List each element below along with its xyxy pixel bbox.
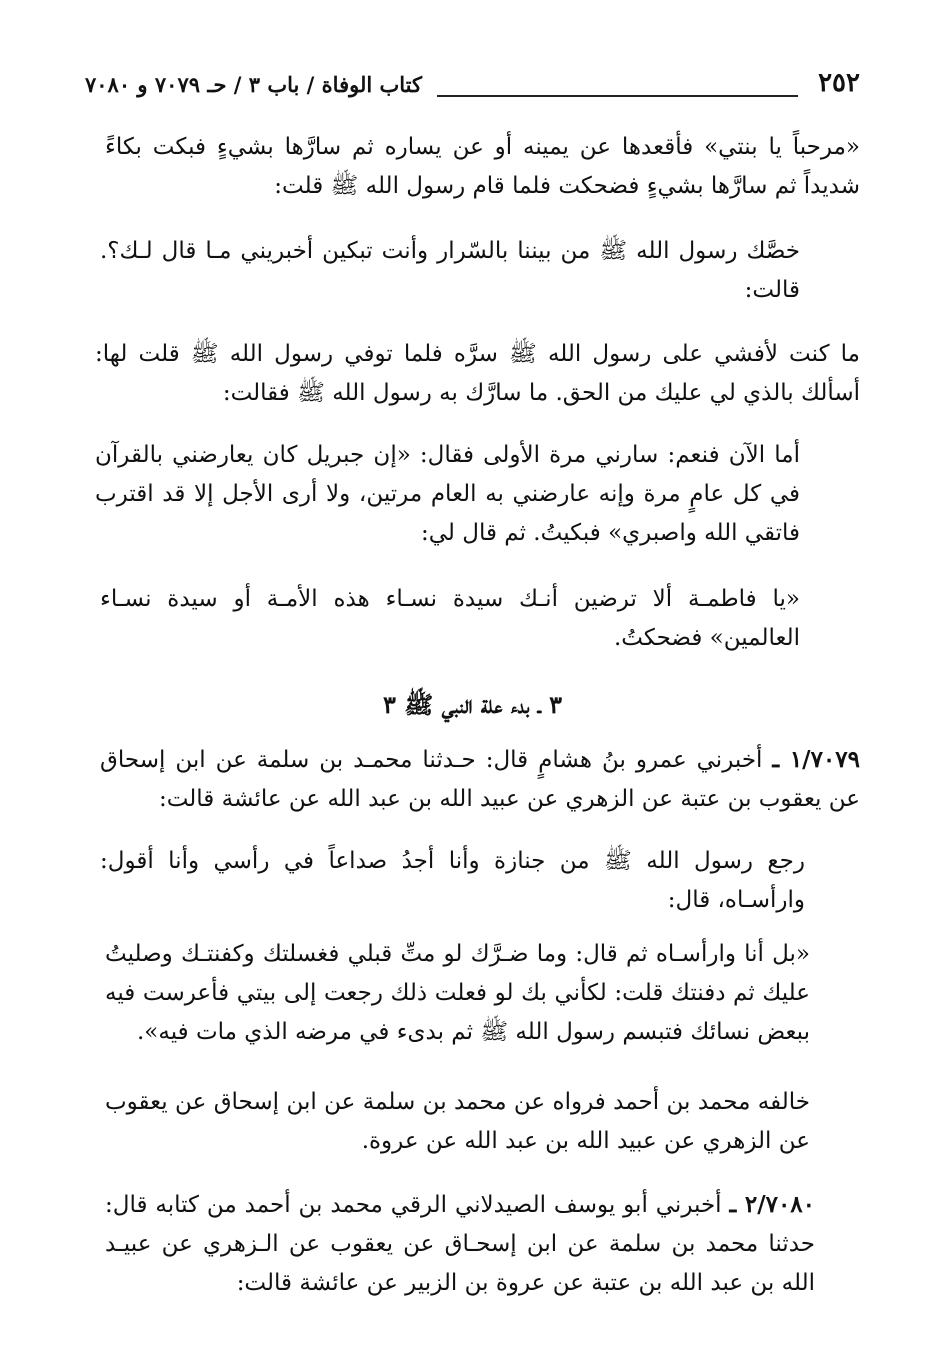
paragraph-8: خالفه محمد بن أحمد فرواه عن محمد بن سلمة عن ابن إسحاق عن يعقوب عن الزهري عن عبيد الله بن عبد الله عن عروة. — [105, 1089, 810, 1154]
hadith-7079 — [100, 740, 860, 819]
header-rule — [437, 95, 798, 97]
paragraph-5: «يا فاطمـة ألا ترضين أنـك سيدة نسـاء هذه الأمـة أو سيدة نسـاء العالمين» فضحكتُ. — [100, 586, 800, 651]
hadith-number: ٢/٧٠٨٠ ـ — [729, 1191, 816, 1218]
paragraph-6: رجع رسول الله ﷺ من جنازة وأنا أجدُ صداعاً في رأسي وأنا أقول: وارأسـاه، قال: — [100, 848, 805, 913]
page-header — [85, 68, 860, 104]
running-title: كتاب الوفاة / باب ٣ / حـ ٧٠٧٩ و ٧٠٨٠ — [85, 72, 422, 97]
hadith-text: أخبرني أبو يوسف الصيدلاني الرقي محمد بن أحمد من كتابه قال: حدثنا محمد بن سلمة عن ابن إسحـاق عن يعقوب عن الـزهري عن عبيـد الله بن عبد الله بن عتبة عن عروة بن الزبير عن عائشة قالت: — [105, 1192, 815, 1296]
hadith-text: أخبرني عمرو بنُ هشامٍ قال: حـدثنا محمـد بن سلمة عن ابن إسحاق عن يعقوب بن عتبة عن الزهري عن عبيد الله بن عبد الله عن عائشة قالت: — [100, 747, 860, 812]
section-title: ٣ ـ بدء علة النبي ﷺ ٣ — [383, 690, 562, 719]
paragraph-7: «بل أنا وارأسـاه ثم قال: وما ضـرَّك لو متِّ قبلي فغسلتك وكفنتـك وصليتُ عليك ثم دفنتك قلت: لكأني بك لو فعلت ذلك رجعت إلى بيتي فأعرست فيه ببعض نسائك فتبسم رسول الله ﷺ ثم بدىء في مرضه الذي مات فيه». — [105, 941, 810, 1045]
paragraph-1: «مرحباً يا بنتي» فأقعدها عن يمينه أو عن يساره ثم سارَّها بشيءٍ فبكت بكاءً شديداً ثم سارَّها بشيءٍ فضحكت فلما قام رسول الله ﷺ قلت: — [105, 134, 860, 199]
paragraph-2: خصَّك رسول الله ﷺ من بيننا بالسّرار وأنت تبكين أخبريني مـا قال لـك؟. قالت: — [100, 238, 800, 303]
paragraph-4: أما الآن فنعم: سارني مرة الأولى فقال: «إن جبريل كان يعارضني بالقرآن في كل عامٍ مرة وإنه عارضني به العام مرتين، ولا أرى الأجل إلا قد اقترب فاتقي الله واصبري» فبكيتُ. ثم قال لي: — [95, 442, 800, 546]
hadith-7080 — [105, 1185, 815, 1303]
page-number: ٢٥٢ — [818, 68, 860, 98]
paragraph-3: ما كنت لأفشي على رسول الله ﷺ سرَّه فلما توفي رسول الله ﷺ قلت لها: أسألك بالذي لي عليك من الحق. ما سارَّك به رسول الله ﷺ فقالت: — [95, 341, 860, 406]
hadith-number: ١/٧٠٧٩ ـ — [772, 746, 860, 773]
